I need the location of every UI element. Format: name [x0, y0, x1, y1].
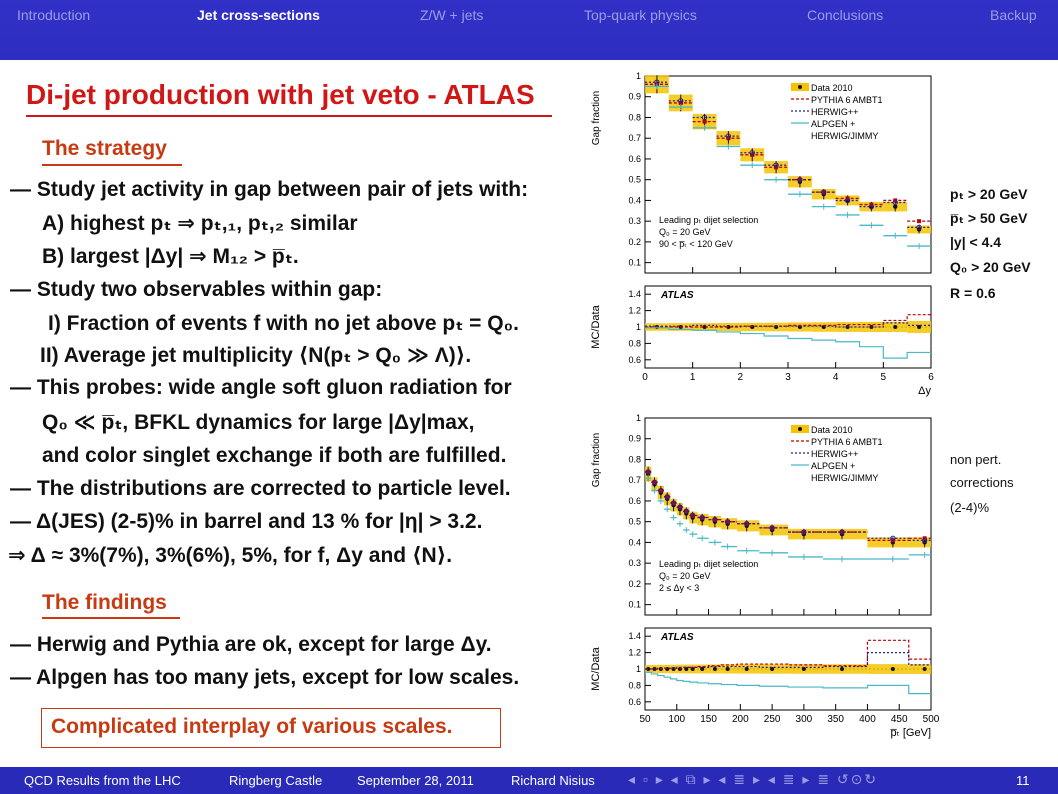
nav-item-introduction[interactable]: Introduction [17, 7, 91, 23]
y-tick-label: 0.3 [628, 216, 641, 227]
x-tick-label: 350 [827, 714, 845, 725]
ratio-data-point [713, 667, 717, 671]
x-tick-label: 400 [859, 714, 876, 725]
y-tick-label: 0.7 [628, 133, 641, 144]
cut-label: p̅ₜ > 50 GeV [950, 210, 1028, 226]
nonpert-label: (2-4)% [950, 500, 990, 515]
legend-swatch [798, 85, 802, 89]
gap-fraction-vs-pt-chart [585, 410, 947, 750]
atlas-label: ATLAS [661, 632, 694, 643]
ratio-data-point [891, 667, 895, 671]
bullet-line: A) highest pₜ ⇒ pₜ,₁, pₜ,₂ similar [42, 212, 358, 235]
y-tick-label: 0.8 [628, 112, 641, 123]
findings-underline [42, 617, 180, 619]
ratio-tick-label: 1.2 [628, 647, 641, 658]
nav-item-zw-jets[interactable]: Z/W + jets [420, 7, 484, 23]
beamer-navigation-icons[interactable]: ◂ ▫ ▸ ◂ ⧉ ▸ ◂ ≣ ▸ ◂ ≣ ▸ ≣ ↺⊙↻ [628, 771, 879, 787]
cut-label: R = 0.6 [950, 285, 996, 301]
y-tick-label: 0.3 [628, 558, 641, 569]
legend-entry: HERWIG/JIMMY [811, 131, 879, 141]
ratio-axis-title: MC/Data [590, 305, 602, 349]
x-tick-label: 1 [689, 372, 696, 383]
legend-entry: Data 2010 [811, 83, 853, 93]
x-axis-title: p̅ₜ [GeV] [890, 727, 931, 739]
y-tick-label: 1 [635, 413, 641, 423]
x-tick-label: 150 [700, 714, 717, 725]
y-tick-label: 0.4 [628, 537, 641, 548]
selection-annotation: Leading pₜ dijet selection [659, 215, 759, 225]
legend-entry: HERWIG++ [811, 449, 859, 459]
y-tick-label: 1 [635, 71, 641, 81]
y-tick-label: 0.6 [628, 495, 641, 506]
selection-annotation: 2 ≤ Δy < 3 [659, 583, 700, 593]
ratio-step-line [645, 672, 931, 693]
atlas-label: ATLAS [661, 290, 694, 301]
legend-entry: ALPGEN + [811, 119, 856, 129]
x-tick-label: 2 [737, 372, 744, 383]
y-tick-label: 0.2 [628, 578, 641, 589]
x-tick-label: 500 [922, 714, 940, 725]
bullet-line: — Herwig and Pythia are ok, except for large Δy. [10, 633, 492, 656]
ratio-data-point [726, 667, 730, 671]
data-syst-band [823, 529, 867, 540]
legend-swatch [798, 427, 802, 431]
ratio-step-line [645, 328, 931, 358]
y-axis-title: Gap fraction [591, 90, 602, 146]
ratio-tick-label: 0.6 [628, 354, 641, 365]
ratio-tick-label: 1.2 [628, 305, 641, 316]
selection-annotation: 90 < p̅ₜ < 120 GeV [659, 239, 733, 249]
bullet-line: B) largest |Δy| ⇒ M₁₂ > p̅ₜ. [42, 245, 299, 268]
strategy-heading: The strategy [42, 137, 167, 160]
title-underline [26, 115, 552, 117]
legend-entry: PYTHIA 6 AMBT1 [811, 437, 883, 447]
findings-heading: The findings [42, 591, 167, 614]
y-tick-label: 0.7 [628, 475, 641, 486]
x-tick-label: 5 [880, 372, 887, 383]
x-tick-label: 0 [642, 372, 648, 383]
ratio-syst-band [867, 664, 908, 674]
y-tick-label: 0.6 [628, 153, 641, 164]
nav-item-top-quark-physics[interactable]: Top-quark physics [584, 7, 697, 23]
bullet-line: ⇒ Δ ≈ 3%(7%), 3%(6%), 5%, for f, Δy and ⟨N⟩. [8, 544, 453, 567]
x-tick-label: 50 [639, 714, 651, 725]
mc-point [703, 120, 707, 124]
y-tick-label: 0.9 [628, 91, 641, 102]
x-tick-label: 200 [731, 714, 749, 725]
footer-place: Ringberg Castle [229, 773, 323, 788]
selection-annotation: Leading pₜ dijet selection [659, 559, 759, 569]
footer-bar [0, 767, 1058, 794]
conclusion-box [41, 708, 501, 748]
ratio-tick-label: 1.4 [628, 631, 641, 642]
ratio-tick-label: 1 [635, 664, 641, 674]
y-tick-label: 0.8 [628, 454, 641, 465]
legend-entry: HERWIG/JIMMY [811, 473, 879, 483]
bullet-line: — Δ(JES) (2-5)% in barrel and 13 % for |η| > 3.2. [10, 510, 483, 533]
selection-annotation: Q₀ = 20 GeV [659, 571, 711, 581]
page-number: 11 [1016, 773, 1030, 788]
cut-label: pₜ > 20 GeV [950, 186, 1028, 202]
legend-entry: PYTHIA 6 AMBT1 [811, 95, 883, 105]
data-syst-band [867, 537, 908, 547]
nav-item-conclusions[interactable]: Conclusions [807, 7, 884, 23]
mc-point [917, 219, 921, 223]
ratio-tick-label: 1.4 [628, 289, 641, 300]
x-tick-label: 4 [832, 372, 839, 383]
cut-label: Q₀ > 20 GeV [950, 259, 1031, 275]
strategy-underline [42, 164, 182, 166]
ratio-data-point [923, 667, 927, 671]
bullet-line: — Alpgen has too many jets, except for low scales. [10, 666, 520, 689]
nav-item-backup[interactable]: Backup [990, 7, 1037, 23]
x-tick-label: 450 [890, 714, 908, 725]
x-tick-label: 300 [795, 714, 813, 725]
ratio-data-point [840, 667, 844, 671]
legend-entry: ALPGEN + [811, 461, 856, 471]
nonpert-label: corrections [950, 475, 1014, 490]
data-syst-band [909, 537, 931, 547]
bullet-line: — Study jet activity in gap between pair of jets with: [10, 178, 529, 201]
selection-annotation: Q₀ = 20 GeV [659, 227, 711, 237]
cut-label: |y| < 4.4 [950, 234, 1002, 250]
gap-fraction-vs-dy-chart [585, 68, 947, 408]
bullet-line: and color singlet exchange if both are fulfilled. [42, 444, 507, 467]
nav-item-jet-cross-sections[interactable]: Jet cross-sections [197, 7, 320, 23]
conclusion-text: Complicated interplay of various scales. [51, 715, 453, 738]
bullet-line: I) Fraction of events f with no jet above pₜ = Q₀. [48, 312, 519, 335]
ratio-syst-band [909, 664, 931, 674]
footer-date: September 28, 2011 [357, 773, 474, 788]
ratio-tick-label: 0.6 [628, 696, 641, 707]
legend-entry: Data 2010 [811, 425, 853, 435]
bullet-line: II) Average jet multiplicity ⟨N(pₜ > Q₀ ≫ Λ)⟩. [40, 344, 472, 367]
bullet-line: — The distributions are corrected to particle level. [10, 477, 511, 500]
ratio-tick-label: 0.8 [628, 338, 641, 349]
bullet-line: — This probes: wide angle soft gluon radiation for [10, 376, 512, 399]
y-tick-label: 0.5 [628, 516, 641, 527]
y-tick-label: 0.9 [628, 433, 641, 444]
x-tick-label: 6 [928, 372, 934, 383]
y-tick-label: 0.1 [628, 257, 641, 268]
ratio-tick-label: 0.8 [628, 680, 641, 691]
bullet-line: Q₀ ≪ p̅ₜ, BFKL dynamics for large |Δy|max, [42, 411, 475, 434]
x-tick-label: 250 [763, 714, 781, 725]
footer-talk: QCD Results from the LHC [24, 773, 181, 788]
x-tick-label: 3 [785, 372, 791, 383]
legend-entry: HERWIG++ [811, 107, 859, 117]
nonpert-label: non pert. [950, 452, 1002, 467]
y-tick-label: 0.2 [628, 236, 641, 247]
top-navigation-bar [0, 0, 1058, 60]
slide-title: Di-jet production with jet veto - ATLAS [26, 79, 535, 110]
x-tick-label: 100 [668, 714, 686, 725]
y-axis-title: Gap fraction [591, 432, 602, 488]
ratio-axis-title: MC/Data [590, 647, 602, 691]
ratio-data-point [893, 325, 897, 329]
footer-author: Richard Nisius [511, 773, 595, 788]
y-tick-label: 0.4 [628, 195, 641, 206]
x-axis-title: Δy [918, 385, 931, 397]
bullet-line: — Study two observables within gap: [10, 278, 383, 301]
y-tick-label: 0.1 [628, 599, 641, 610]
ratio-data-point [745, 667, 749, 671]
y-tick-label: 0.5 [628, 174, 641, 185]
ratio-tick-label: 1 [635, 322, 641, 332]
